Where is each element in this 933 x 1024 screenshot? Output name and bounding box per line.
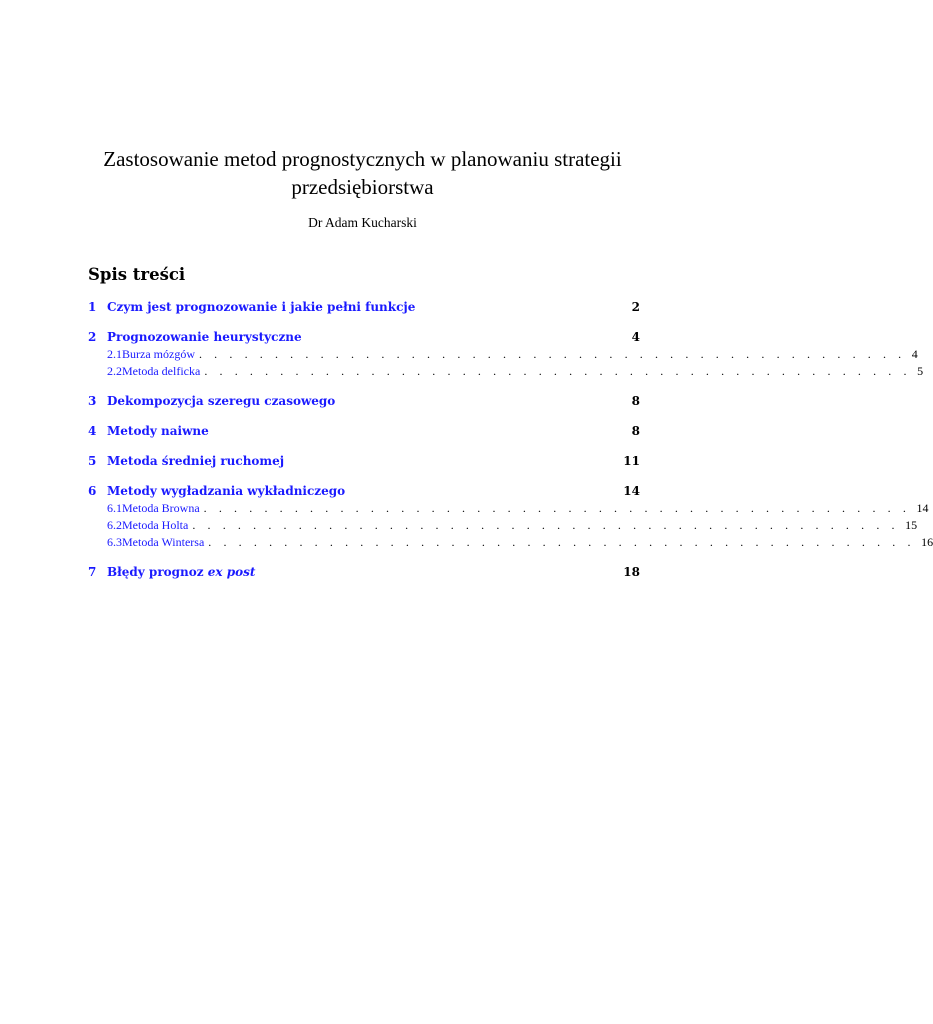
toc-subentry-label[interactable]: Metoda Wintersa — [122, 535, 205, 549]
toc-entry-label[interactable]: Prognozowanie heurystyczne — [107, 330, 302, 344]
toc-entry-page: 11 — [623, 454, 640, 468]
toc-entry-label[interactable] — [107, 565, 255, 579]
toc-entry-4[interactable] — [88, 424, 640, 441]
toc-entry-2[interactable] — [88, 330, 640, 347]
toc-subentry-number: 2.2 — [107, 364, 122, 378]
toc-heading: Spis treści — [88, 265, 186, 284]
toc-entry-number: 6 — [88, 484, 97, 498]
toc-subentry-6-3[interactable] — [88, 535, 933, 552]
toc-subentry-number: 2.1 — [107, 347, 122, 361]
toc-entry-number: 2 — [88, 330, 97, 344]
toc-dot-leader: . . . . . . . . . . . . . . . . . . . . . . . . . . . . . . . . . . . . . . . . . . . . . . . — [192, 518, 900, 532]
toc-entry-number: 5 — [88, 454, 97, 468]
toc-dot-leader: . . . . . . . . . . . . . . . . . . . . . . . . . . . . . . . . . . . . . . . . . . . . . . . — [203, 501, 911, 515]
toc-entry-number: 3 — [88, 394, 97, 408]
toc-entry-number: 1 — [88, 300, 97, 314]
toc-entry-7[interactable] — [88, 565, 640, 582]
toc-entry-label[interactable]: Metody wygładzania wykładniczego — [107, 484, 346, 498]
toc-entry-5[interactable] — [88, 454, 640, 471]
toc-entry-label[interactable]: Metody naiwne — [107, 424, 209, 438]
toc-subentry-6-2[interactable] — [88, 518, 918, 535]
toc-entry-1[interactable] — [88, 300, 640, 317]
document-title — [0, 145, 725, 201]
toc-entry-6[interactable] — [88, 484, 640, 501]
toc-subentry-page: 16 — [921, 535, 933, 549]
toc-entry-number: 4 — [88, 424, 97, 438]
toc-subentry-2-1[interactable] — [88, 347, 918, 364]
toc-subentry-page: 4 — [911, 347, 918, 361]
toc-subentry-label[interactable]: Metoda Holta — [122, 518, 189, 532]
toc-dot-leader: . . . . . . . . . . . . . . . . . . . . . . . . . . . . . . . . . . . . . . . . . . . . . . . — [208, 535, 916, 549]
table-of-contents — [88, 300, 933, 582]
title-line-2: przedsiębiorstwa — [291, 175, 434, 199]
toc-entry-page: 8 — [631, 394, 640, 408]
toc-subentry-number: 6.1 — [107, 501, 122, 515]
toc-subentry-label[interactable]: Metoda delficka — [122, 364, 201, 378]
toc-subentry-number: 6.3 — [107, 535, 122, 549]
toc-entry-page: 14 — [623, 484, 640, 498]
toc-entry-label-italic: ex post — [207, 565, 256, 579]
toc-entry-label[interactable]: Czym jest prognozowanie i jakie pełni funkcje — [107, 300, 416, 314]
toc-subentry-label[interactable]: Burza mózgów — [122, 347, 195, 361]
toc-subentry-page: 15 — [905, 518, 918, 532]
toc-dot-leader: . . . . . . . . . . . . . . . . . . . . . . . . . . . . . . . . . . . . . . . . . . . . . . . — [198, 347, 906, 361]
toc-dot-leader: . . . . . . . . . . . . . . . . . . . . . . . . . . . . . . . . . . . . . . . . . . . . . . . — [204, 364, 912, 378]
author: Dr Adam Kucharski — [308, 215, 417, 230]
title-line-1: Zastosowanie metod prognostycznych w planowaniu strategii — [103, 147, 622, 171]
toc-entry-label-text: Błędy prognoz — [107, 565, 204, 579]
toc-entry-label[interactable]: Dekompozycja szeregu czasowego — [107, 394, 336, 408]
toc-subentry-6-1[interactable] — [88, 501, 929, 518]
toc-subentry-label[interactable]: Metoda Browna — [122, 501, 200, 515]
toc-entry-page: 8 — [631, 424, 640, 438]
toc-entry-page: 18 — [623, 565, 640, 579]
toc-subentry-page: 14 — [916, 501, 929, 515]
toc-subentry-number: 6.2 — [107, 518, 122, 532]
toc-entry-page: 4 — [631, 330, 640, 344]
toc-entry-label[interactable]: Metoda średniej ruchomej — [107, 454, 285, 468]
toc-subentry-page: 5 — [917, 364, 924, 378]
toc-entry-page: 2 — [631, 300, 640, 314]
toc-entry-number: 7 — [88, 565, 97, 579]
toc-entry-3[interactable] — [88, 394, 640, 411]
toc-subentry-2-2[interactable] — [88, 364, 924, 381]
